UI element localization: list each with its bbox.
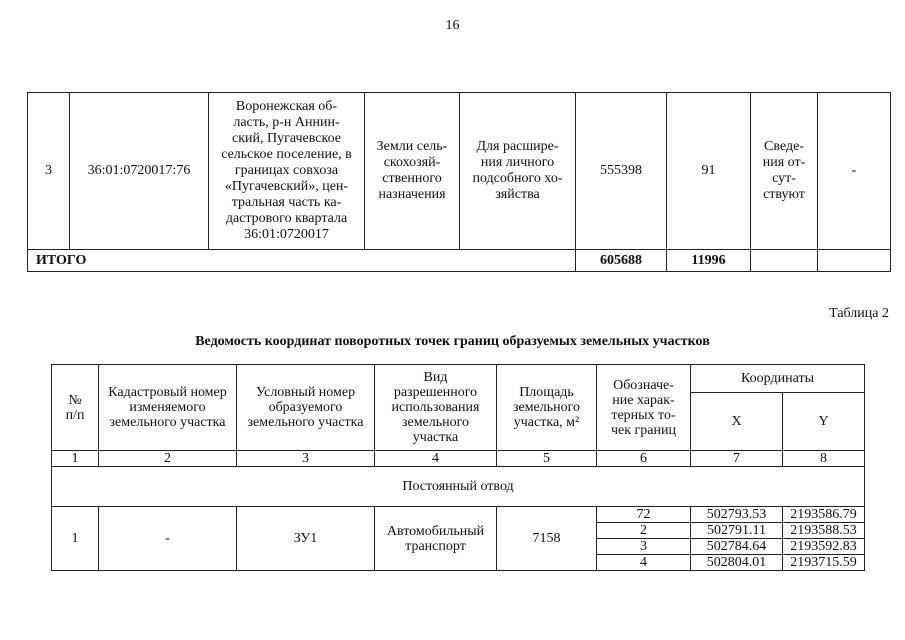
text-line: ский, Пугачевское — [232, 131, 341, 146]
header-row — [52, 365, 865, 393]
total-empty — [751, 250, 818, 272]
text-line: Сведе- — [764, 139, 804, 154]
text-line: чек границ — [611, 422, 676, 438]
coordinates-table — [51, 364, 865, 571]
point-id: 4 — [597, 555, 691, 571]
cell-location — [209, 93, 365, 250]
text-line: зяйства — [495, 187, 540, 202]
column-numbers-row — [52, 451, 865, 467]
table-row — [52, 507, 865, 523]
header-conditional — [237, 365, 375, 451]
row-conditional: ЗУ1 — [237, 507, 375, 571]
column-number: 5 — [497, 451, 597, 467]
text-line: использования — [391, 400, 480, 415]
text-line: сут- — [772, 171, 796, 186]
header-num — [52, 365, 99, 451]
row-use — [375, 507, 497, 571]
table-row — [28, 93, 891, 250]
cell-info — [751, 93, 818, 250]
text-line: ласть, р-н Аннин- — [233, 115, 340, 130]
text-line: Земли сель- — [376, 139, 448, 154]
row-cadastral: - — [99, 507, 237, 571]
text-line: Условный номер — [255, 385, 356, 400]
text-line: Площадь — [519, 385, 574, 400]
text-line: ние харак- — [612, 392, 675, 408]
text-line: подсобного хо- — [472, 171, 563, 186]
table-heading: Ведомость координат поворотных точек границ образуемых земельных участков — [195, 334, 710, 349]
text-line: земельного — [401, 415, 470, 430]
header-x: X — [691, 393, 783, 451]
header-y: Y — [783, 393, 865, 451]
cell-cadastral: 36:01:0720017:76 — [70, 93, 209, 250]
text-line: Обозначе- — [613, 377, 674, 393]
section-title: Постоянный отвод — [52, 467, 865, 507]
text-line: земельного — [512, 400, 581, 415]
cell-category — [365, 93, 460, 250]
cell-use — [460, 93, 576, 250]
cell-last: - — [818, 93, 891, 250]
column-number: 3 — [237, 451, 375, 467]
text-line: образуемого — [268, 400, 343, 415]
header-use — [375, 365, 497, 451]
text-line: терных то- — [611, 407, 676, 423]
point-x: 502784.64 — [691, 539, 783, 555]
header-coords: Координаты — [691, 365, 865, 393]
point-y: 2193592.83 — [783, 539, 865, 555]
text-line: Для расшире- — [476, 139, 559, 154]
total-empty — [818, 250, 891, 272]
text-line: земельного участка — [109, 415, 226, 430]
point-id: 3 — [597, 539, 691, 555]
text-line: изменяемого — [129, 400, 206, 415]
text-line: ния от- — [762, 155, 806, 170]
point-y: 2193715.59 — [783, 555, 865, 571]
text-line: Кадастровый номер — [108, 385, 227, 400]
header-cadastral — [99, 365, 237, 451]
text-line: Автомобильный — [386, 523, 485, 539]
table-caption: Таблица 2 — [829, 306, 889, 321]
column-number: 4 — [375, 451, 497, 467]
text-line: сельское поселение, в — [221, 147, 352, 162]
header-area — [497, 365, 597, 451]
total-value1: 605688 — [576, 250, 667, 272]
total-label: ИТОГО — [28, 250, 576, 272]
text-line: № — [68, 392, 82, 408]
point-id: 72 — [597, 507, 691, 523]
text-line: разрешенного — [393, 385, 478, 400]
text-line: ствуют — [763, 187, 805, 202]
column-number: 1 — [52, 451, 99, 467]
point-y: 2193588.53 — [783, 523, 865, 539]
point-x: 502804.01 — [691, 555, 783, 571]
point-y: 2193586.79 — [783, 507, 865, 523]
text-line: скохозяй- — [383, 155, 441, 170]
text-line: дастрового квартала — [225, 211, 348, 226]
column-number: 8 — [783, 451, 865, 467]
text-line: участка — [412, 430, 459, 445]
total-row — [28, 250, 891, 272]
parcels-table — [27, 92, 891, 272]
text-line: назначения — [378, 187, 446, 202]
total-value2: 11996 — [667, 250, 751, 272]
column-number: 7 — [691, 451, 783, 467]
text-line: ния личного — [480, 155, 555, 170]
column-number: 6 — [597, 451, 691, 467]
page-number: 16 — [445, 18, 460, 33]
row-num: 1 — [52, 507, 99, 571]
section-row — [52, 467, 865, 507]
cell-value2: 91 — [667, 93, 751, 250]
text-line: тральная часть ка- — [231, 195, 342, 210]
header-points — [597, 365, 691, 451]
text-line: 36:01:0720017 — [244, 227, 329, 242]
text-line: Воронежская об- — [235, 99, 338, 114]
point-x: 502791.11 — [691, 523, 783, 539]
text-line: транспорт — [405, 538, 466, 554]
text-line: границах совхоза — [234, 163, 339, 178]
text-line: «Пугачевский», цен- — [224, 179, 349, 194]
cell-value1: 555398 — [576, 93, 667, 250]
text-line: ственного — [382, 171, 442, 186]
text-line: Вид — [423, 370, 448, 385]
column-number: 2 — [99, 451, 237, 467]
text-line: земельного участка — [247, 415, 364, 430]
cell-num: 3 — [28, 93, 70, 250]
text-line: участка, м² — [513, 415, 580, 430]
row-area: 7158 — [497, 507, 597, 571]
point-x: 502793.53 — [691, 507, 783, 523]
point-id: 2 — [597, 523, 691, 539]
text-line: п/п — [65, 407, 85, 423]
